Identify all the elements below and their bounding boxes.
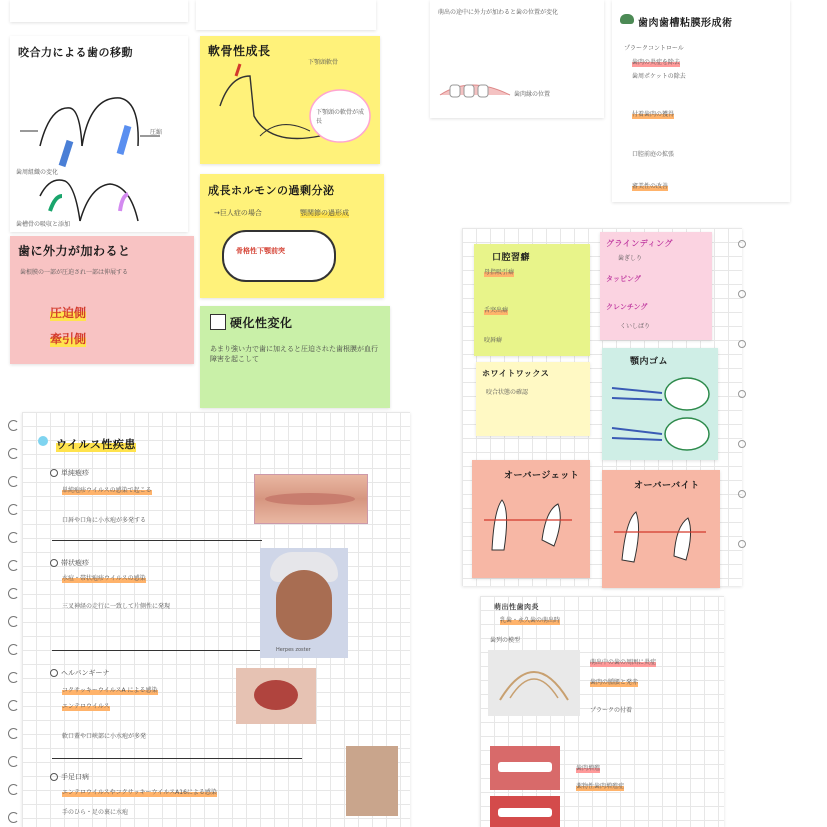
force-note: 歯根膜の一部が圧迫され一部は伸展する: [20, 269, 129, 276]
gingival-item-5: 口腔前庭の拡張: [632, 151, 675, 158]
dental-cast-drawing: [488, 650, 580, 716]
overjet-card: [472, 460, 590, 578]
hormone-cloud: [222, 230, 336, 282]
spiral-ring: [8, 616, 19, 627]
viral-section-line-3b: エンテロウイルス: [62, 703, 110, 710]
eruption-note-card: [430, 0, 604, 118]
gingival-item-3: 歯周ポケットの除去: [632, 73, 686, 80]
viral-section-title-3: ヘルパンギーナ: [50, 668, 110, 678]
overjet-title: オーバージェット: [504, 471, 580, 481]
viral-section-line-1a: 単純疱疹ウイルスの感染で起こる: [62, 487, 152, 494]
eruption-note-2: 歯肉の腫脹と発赤: [590, 679, 639, 686]
bite-force-side-label: 圧縮: [150, 129, 163, 136]
spiral-ring: [8, 672, 19, 683]
eruption-note-2: 歯肉縁の位置: [514, 91, 551, 98]
viral-section-title-1: 単純疱疹: [50, 468, 89, 478]
face-skin: [276, 570, 332, 640]
eruption-note: 萌出の途中に外力が加わると歯の位置が変化: [438, 9, 559, 16]
force-line-2: 牽引側: [50, 332, 87, 346]
eruption-subtitle: 乳歯・永久歯の萌出時: [500, 617, 561, 624]
spiral-ring: [8, 476, 19, 487]
viral-section-line-3a: コクサッキーウイルスA による感染: [62, 687, 158, 694]
oral-habit-item-1: 母指吸引癖: [484, 269, 515, 276]
sclerosis-text: あまり強い力で歯に加えると圧迫された歯根膜が血行障害を起こして: [210, 345, 378, 363]
viral-section-line-1b: 口唇や口角に小水疱が多発する: [62, 517, 147, 524]
grinding-card: [600, 232, 712, 340]
force-title: 歯に外力が加わると: [18, 244, 131, 258]
hand-photo: [346, 746, 398, 816]
face-photo: [260, 548, 348, 658]
viral-section-line-4a: エンテロウイルスやコクサッキーウイルスA16による感染: [62, 789, 217, 796]
overbite-diagram: [602, 470, 720, 588]
teeth-sketch: [430, 0, 604, 118]
viral-section-title-4: 手足口病: [50, 772, 89, 782]
overbite-title: オーバーバイト: [634, 481, 700, 491]
spiral-ring: [8, 728, 19, 739]
spiral-ring: [8, 756, 19, 767]
viral-section-line-4b: 手のひら・足の裏に水疱: [62, 809, 129, 816]
mandible-diagram: [200, 36, 380, 164]
oral-habit-item-2: 舌突出癖: [484, 307, 509, 314]
lip-photo-shape: [265, 493, 355, 505]
throat-photo-shape: [254, 680, 298, 710]
spiral-ring: [8, 532, 19, 543]
spiral-ring: [8, 644, 19, 655]
eruption-bottom-note-1: 歯肉増殖: [576, 765, 601, 772]
intraoral-elastic-title: 顎内ゴム: [630, 357, 669, 367]
spiral-ring: [8, 560, 19, 571]
spiral-ring: [8, 504, 19, 515]
gingival-surgery-card: [612, 0, 790, 202]
divider: [52, 540, 262, 541]
throat-photo: [236, 668, 316, 724]
bite-force-title: 咬合力による歯の移動: [18, 46, 133, 59]
binder-ring: [738, 540, 746, 548]
gingival-item-6: 審美性の改善: [632, 183, 669, 190]
grinding-item-2: クレンチング: [606, 303, 648, 311]
gingival-surgery-title: 歯肉歯槽粘膜形成術: [638, 18, 733, 29]
gingival-item-2: 歯肉の炎症を除去: [632, 59, 681, 66]
sclerosis-title: 硬化性変化: [230, 316, 293, 330]
bite-force-note-2: 歯槽骨の吸収と添加: [16, 221, 71, 228]
viral-section-line-3c: 軟口蓋や口峡部に小水疱が多発: [62, 733, 147, 740]
soft-growth-label: 下顎頭軟骨: [308, 59, 339, 66]
face-photo-caption: Herpes zoster: [276, 647, 311, 653]
gum-photo-2: [490, 796, 560, 827]
eruption-bottom-note-2: 薬物性歯肉増殖症: [576, 783, 625, 790]
divider: [52, 650, 262, 651]
oral-habit-item-3: 咬唇癖: [484, 337, 503, 344]
overbite-card: [602, 470, 720, 588]
lip-photo: [254, 474, 368, 524]
force-card: [10, 236, 194, 364]
spiral-ring: [8, 784, 19, 795]
binder-ring: [738, 490, 746, 498]
soft-growth-note: 下顎頭の軟骨が成長: [316, 109, 365, 125]
white-wax-text: 咬合状態の確認: [486, 389, 529, 396]
viral-section-line-2b: 三叉神経の走行に一致して片側性に発現: [62, 603, 171, 610]
white-wax-title: ホワイトワックス: [482, 369, 550, 378]
top-strip-mid: [196, 0, 376, 30]
binder-ring: [738, 440, 746, 448]
oral-habit-title: 口腔習癖: [492, 253, 531, 263]
viral-section-line-2a: 水痘・帯状疱疹ウイルスの感染: [62, 575, 146, 582]
force-line-1: 圧迫側: [50, 306, 87, 320]
viral-title-marker: [38, 436, 48, 446]
hormone-card: [200, 174, 384, 298]
frog-icon: [620, 14, 634, 24]
spiral-ring: [8, 812, 19, 823]
grinding-sub: 歯ぎしり: [618, 255, 643, 262]
top-strip-left: [10, 0, 188, 22]
bite-force-note-1: 歯周組織の変化: [16, 169, 59, 176]
gum-teeth-1: [498, 762, 552, 772]
grinding-item-1: タッピング: [606, 275, 641, 283]
gum-teeth-2: [498, 808, 552, 817]
hormone-cloud-text: 骨格性下顎前突: [236, 247, 285, 255]
elastic-diagram: [602, 348, 718, 460]
intraoral-elastic-card: [602, 348, 718, 460]
binder-ring: [738, 340, 746, 348]
spiral-ring: [8, 588, 19, 599]
eruption-title: 萌出性歯肉炎: [494, 603, 539, 611]
sclerosis-card: [200, 306, 390, 408]
divider: [52, 758, 302, 759]
gingival-item-1: プラークコントロール: [624, 45, 684, 52]
spiral-ring: [8, 420, 19, 431]
binder-ring: [738, 390, 746, 398]
grinding-item-3: くいしばり: [620, 323, 651, 330]
gum-photo-1: [490, 746, 560, 790]
dental-cast-photo: [488, 650, 580, 716]
eruption-box-label: 歯列の模型: [490, 637, 521, 644]
oral-habit-card: [474, 244, 590, 356]
eruption-note-1: 萌出中の歯の周囲に炎症: [590, 659, 657, 666]
viral-title: ウイルス性疾患: [56, 438, 136, 451]
binder-ring: [738, 290, 746, 298]
soft-growth-title: 軟骨性成長: [208, 44, 271, 58]
hormone-title: 成長ホルモンの過剰分泌: [208, 184, 335, 197]
overjet-diagram: [472, 460, 590, 578]
eruption-note-3: プラークの付着: [590, 707, 633, 714]
binder-ring: [738, 240, 746, 248]
grinding-title: グラインディング: [606, 239, 673, 248]
spiral-ring: [8, 700, 19, 711]
white-wax-card: [476, 362, 590, 436]
soft-growth-card: [200, 36, 380, 164]
hormone-line-2: 顎関節の過形成: [300, 209, 349, 217]
gingival-item-4: 付着歯肉の獲得: [632, 111, 675, 118]
hormone-line-1: →巨人症の場合: [214, 209, 262, 217]
viral-section-title-2: 帯状疱疹: [50, 558, 89, 568]
sclerosis-icon: [210, 314, 226, 330]
spiral-ring: [8, 448, 19, 459]
bite-force-card: [10, 36, 188, 232]
